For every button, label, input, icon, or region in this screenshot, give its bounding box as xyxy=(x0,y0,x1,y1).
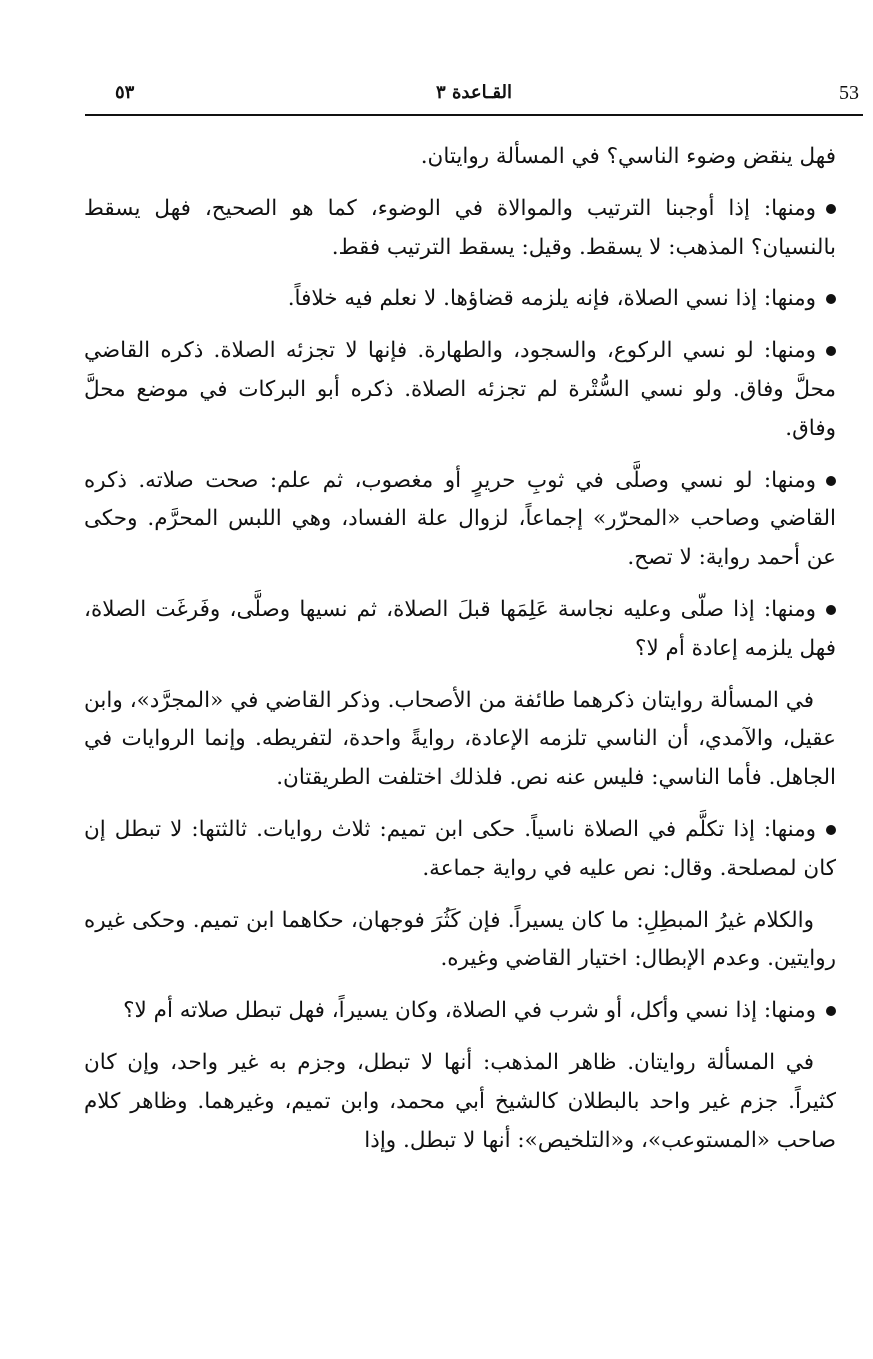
bullet-icon xyxy=(826,204,836,214)
bullet-icon xyxy=(826,605,836,615)
paragraph xyxy=(84,138,836,177)
paragraph xyxy=(84,811,836,889)
paragraph xyxy=(84,902,836,980)
bullet-icon xyxy=(826,294,836,304)
paragraph-text: ومنها: إذا نسي وأكل، أو شرب في الصلاة، وكان يسيراً، فهل تبطل صلاته أم لا؟ xyxy=(123,998,816,1024)
paragraph-text: ومنها: لو نسي الركوع، والسجود، والطهارة. فإنها لا تجزئه الصلاة. ذكره القاضي محلَّ وفاق. ولو نسي السُّتْرة لم تجزئه الصلاة. ذكره أبو البركات في موضع محلَّ وفاق. xyxy=(84,338,836,441)
page-body xyxy=(84,138,836,1173)
header-rule xyxy=(85,114,863,116)
bullet-icon xyxy=(826,476,836,486)
paragraph-text: والكلام غيرُ المبطِلِ: ما كان يسيراً. فإن كَثُرَ فوجهان، حكاهما ابن تميم. وحكى غيره روايتين. وعدم الإبطال: اختيار القاضي وغيره. xyxy=(84,907,836,972)
paragraph xyxy=(84,1044,836,1160)
running-title: القـاعدة ٣ xyxy=(436,82,512,103)
paragraph-text: في المسألة روايتان. ظاهر المذهب: أنها لا تبطل، وجزم به غير واحد، وإن كان كثيراً. جزم غير واحد بالبطلان كالشيخ أبي محمد، وابن تميم، وغيرهما. وظاهر كلام صاحب «المستوعب»، و«التلخيص»: أنها لا تبطل. وإذا xyxy=(84,1049,836,1153)
paragraph-text: ومنها: إذا نسي الصلاة، فإنه يلزمه قضاؤها. لا نعلم فيه خلافاً. xyxy=(287,286,816,312)
bullet-icon xyxy=(826,825,836,835)
paragraph xyxy=(84,591,836,669)
paragraph xyxy=(84,190,836,268)
paragraph-text: ومنها: إذا تكلَّم في الصلاة ناسياً. حكى ابن تميم: ثلاث روايات. ثالثتها: لا تبطل إن كان لمصلحة. وقال: نص عليه في رواية جماعة. xyxy=(84,816,836,881)
paragraph xyxy=(84,332,836,448)
paragraph-text: ومنها: لو نسي وصلَّى في ثوبِ حريرٍ أو مغصوب، ثم علم: صحت صلاته. ذكره القاضي وصاحب «المحرّر» إجماعاً، لزوال علة الفساد، وهي اللبس المحرَّم. وحكى عن أحمد رواية: لا تصح. xyxy=(84,467,836,571)
paragraph-text: ومنها: إذا أوجبنا الترتيب والموالاة في الوضوء، كما هو الصحيح، فهل يسقط بالنسيان؟ المذهب: لا يسقط. وقيل: يسقط الترتيب فقط. xyxy=(84,195,836,260)
paragraph xyxy=(84,682,836,798)
bullet-icon xyxy=(826,1006,836,1016)
paragraph-text: في المسألة روايتان ذكرهما طائفة من الأصحاب. وذكر القاضي في «المجرَّد»، وابن عقيل، والآمدي، أن الناسي تلزمه الإعادة، روايةً واحدة، لتفريطه. وإنما الروايات في الجاهل. فأما الناسي: فليس عنه نص. فلذلك اختلفت الطريقتان. xyxy=(84,687,836,791)
paragraph xyxy=(84,280,836,319)
paragraph-text: ومنها: إذا صلّى وعليه نجاسة عَلِمَها قبلَ الصلاة، ثم نسيها وصلَّى، وفَرغَت الصلاة، فهل يلزمه إعادة أم لا؟ xyxy=(84,596,836,661)
page-number-latin: 53 xyxy=(839,82,859,104)
bullet-icon xyxy=(826,346,836,356)
paragraph xyxy=(84,992,836,1031)
paragraph-text: فهل ينقض وضوء الناسي؟ في المسألة روايتان. xyxy=(420,144,836,169)
page-header xyxy=(85,82,863,116)
paragraph xyxy=(84,462,836,578)
page-number-arabic: ٥٣ xyxy=(115,82,135,103)
